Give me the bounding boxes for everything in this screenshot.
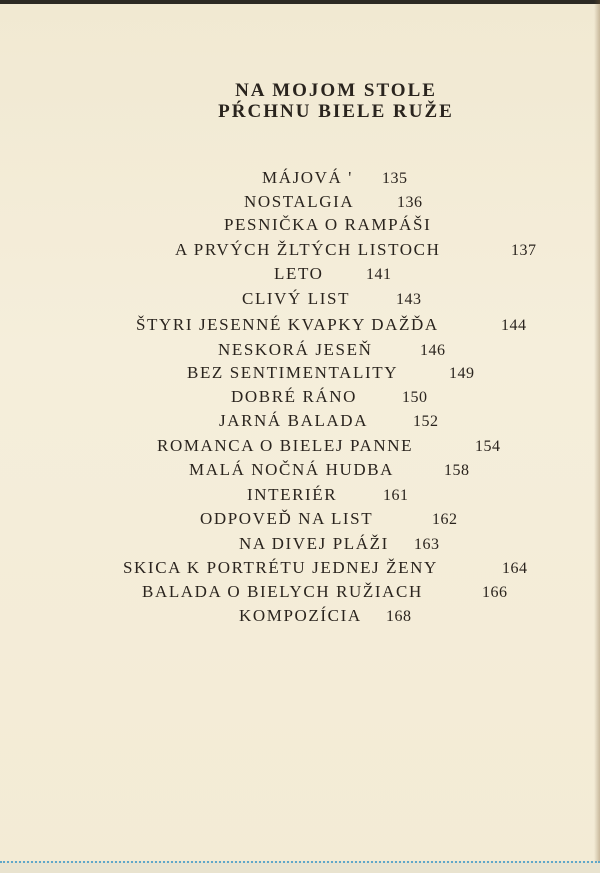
toc-entry — [0, 582, 600, 604]
section-heading-line2: PŔCHNU BIELE RUŽE — [218, 101, 454, 122]
toc-entry-title: ŠTYRI JESENNÉ KVAPKY DAŽĎA — [136, 315, 439, 334]
toc-entry-page: 161 — [383, 487, 409, 504]
toc-entry-page: 162 — [432, 511, 458, 528]
toc-entry — [0, 289, 600, 311]
toc-entry-title: NOSTALGIA — [244, 192, 355, 211]
toc-entry — [0, 558, 600, 580]
toc-entry-title: LETO — [274, 264, 324, 283]
toc-entry-page: 154 — [475, 438, 501, 455]
toc-entry — [0, 315, 600, 337]
toc-entry-title: MÁJOVÁ ' — [262, 168, 353, 187]
toc-entry-title: A PRVÝCH ŽLTÝCH LISTOCH — [175, 240, 441, 259]
toc-entry-title: PESNIČKA O RAMPÁŠI — [224, 215, 432, 234]
toc-entry-title: KOMPOZÍCIA — [239, 606, 362, 625]
toc-entry-page: 158 — [444, 462, 470, 479]
toc-entry-title: NESKORÁ JESEŇ — [218, 340, 373, 359]
toc-entry-page: 150 — [402, 389, 428, 406]
toc-entry-page: 144 — [501, 317, 527, 334]
toc-entry-title: INTERIÉR — [247, 485, 338, 504]
toc-entry-title: DOBRÉ RÁNO — [231, 387, 358, 406]
top-edge — [0, 0, 600, 4]
toc-entry — [0, 460, 600, 482]
toc-entry-title: BEZ SENTIMENTALITY — [187, 363, 399, 382]
toc-entry — [0, 168, 600, 190]
toc-entry-page: 135 — [382, 170, 408, 187]
toc-entry — [0, 192, 600, 214]
toc-entry — [0, 363, 600, 385]
toc-entry-page: 143 — [396, 291, 422, 308]
toc-entry-page: 141 — [366, 266, 392, 283]
section-heading-line1: NA MOJOM STOLE — [235, 80, 437, 101]
toc-entry-title: ODPOVEĎ NA LIST — [200, 509, 374, 528]
toc-entry-page: 164 — [502, 560, 528, 577]
toc-entry-title: BALADA O BIELYCH RUŽIACH — [142, 582, 423, 601]
toc-entry-page: 146 — [420, 342, 446, 359]
toc-entry-page: 149 — [449, 365, 475, 382]
toc-entry — [0, 606, 600, 628]
toc-entry — [0, 387, 600, 409]
toc-entry — [0, 264, 600, 286]
toc-entry-page: 152 — [413, 413, 439, 430]
toc-entry — [0, 436, 600, 458]
toc-entry-title: NA DIVEJ PLÁŽI — [239, 534, 389, 553]
toc-entry-page: 168 — [386, 608, 412, 625]
toc-entry — [0, 411, 600, 433]
toc-entry — [0, 240, 600, 262]
toc-entry-title: ROMANCA O BIELEJ PANNE — [157, 436, 414, 455]
toc-entry-title: MALÁ NOČNÁ HUDBA — [189, 460, 395, 479]
toc-entry-page: 163 — [414, 536, 440, 553]
toc-entry — [0, 340, 600, 362]
toc-entry-title: JARNÁ BALADA — [219, 411, 369, 430]
toc-entry — [0, 485, 600, 507]
toc-entry-page: 137 — [511, 242, 537, 259]
toc-entry-title: SKICA K PORTRÉTU JEDNEJ ŽENY — [123, 558, 438, 577]
toc-entry — [0, 509, 600, 531]
toc-entry-title: CLIVÝ LIST — [242, 289, 351, 308]
bottom-edge — [0, 861, 600, 873]
toc-entry-page: 166 — [482, 584, 508, 601]
toc-entry — [0, 534, 600, 556]
toc-entry-page: 136 — [397, 194, 423, 211]
toc-entry — [0, 215, 600, 237]
